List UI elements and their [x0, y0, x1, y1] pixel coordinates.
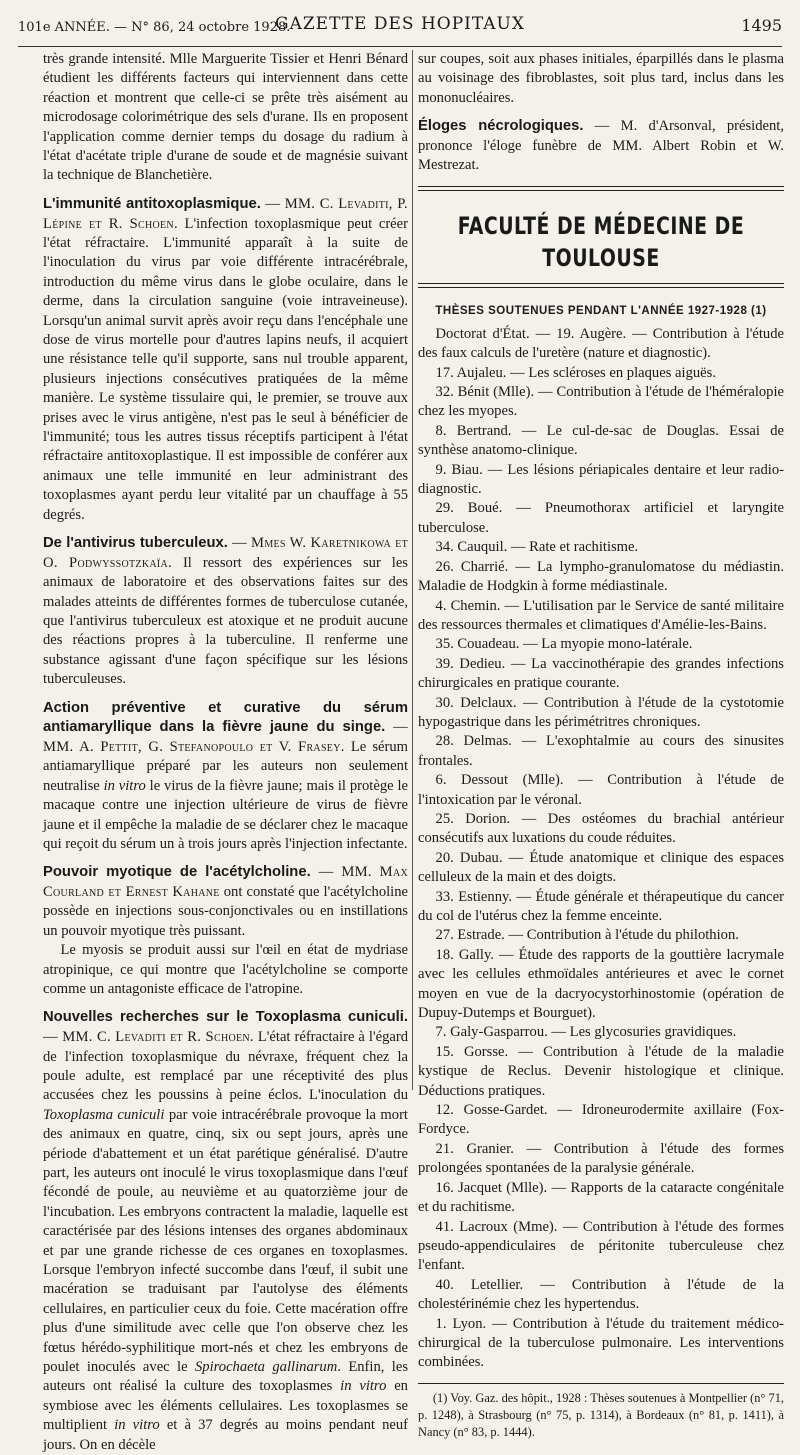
page-number: 1495 — [741, 16, 782, 35]
section-acetylcholine — [43, 863, 408, 941]
section-text: Le sérum antiamaryllique préparé par les auteurs non seulement neutralise — [43, 738, 408, 794]
footnote-rule — [418, 1383, 784, 1384]
faculty-title: FACULTÉ DE MÉDECINE DE TOULOUSE — [457, 211, 745, 272]
section-divider — [418, 186, 784, 191]
section-title: L'immunité antitoxoplasmique. — [43, 195, 261, 212]
thesis-entry: 4. Chemin. — L'utilisation par le Service de santé militaire des ressources thermales et climatiques d'Amélie-les-Bains. — [418, 597, 784, 633]
thesis-entry: 40. Letellier. — Contribution à l'étude de la cholestérinémie chez les hypertendus. — [418, 1276, 784, 1313]
thesis-entry: 16. Jacquet (Mlle). — Rapports de la cataracte congénitale et du rachitisme. — [418, 1179, 784, 1216]
thesis-entry: 18. Gally. — Étude des rapports de la gouttière lacrymale avec les cellules ethmoïdales antérieures et avec le cornet moyen en vue de la dacryocystorhinostomie (opération de Dupuy-Dutemps et Bourguet). — [418, 946, 784, 1022]
section-text: et à 37 degrés au moins pendant neuf jours. On en décèle — [43, 1417, 409, 1453]
thesis-entry: 21. Granier. — Contribution à l'étude des formes prolongées spontanées de la paralysie générale. — [418, 1140, 784, 1177]
section-authors: — MM. Max Courland et Ernest Kahane — [43, 864, 409, 900]
section-antivirus — [43, 534, 408, 690]
section-authors: — MM. C. Levaditi et R. Schoen. — [43, 1029, 254, 1046]
section-authors: — MM. A. Pettit, G. Stefanopoulo et V. Frasey. — [43, 719, 408, 755]
thesis-entry: 28. Delmas. — L'exophtalmie au cours des sinusites frontales. — [418, 733, 784, 769]
section-text: ont constaté que l'acétylcholine possède en injections sous-conjonctivales ou en instillations un pouvoir myotique très puissant. — [43, 883, 408, 939]
section-title: De l'antivirus tuberculeux. — [43, 535, 228, 552]
left-column — [43, 50, 408, 1455]
continuation-paragraph: sur coupes, soit aux phases initiales, éparpillés dans le plasma au voisinage des fibroblastes, soit plus tard, inclus dans les mononucléaires. — [418, 51, 784, 106]
thesis-entry: 35. Couadeau. — La myopie mono-latérale. — [435, 636, 693, 653]
thesis-entry: 8. Bertrand. — Le cul-de-sac de Douglas. Essai de synthèse anatomo-clinique. — [418, 422, 784, 459]
thesis-entry: 15. Gorsse. — Contribution à l'étude de la maladie kystique de Reclus. Devenir histologique et clinique. Déductions pratiques. — [418, 1043, 784, 1099]
thesis-entry: 33. Estienny. — Étude générale et thérapeutique du cancer du col de l'utérus chez la femme enceinte. — [418, 888, 784, 925]
footnote: (1) Voy. Gaz. des hôpit., 1928 : Thèses soutenues à Montpellier (n° 71, p. 1248), à Strasbourg (n° 75, p. 1314), à Bordeaux (n° 81, p. 1411), à Nancy (n° 83, p. 1444). — [418, 1390, 784, 1440]
thesis-entry: 17. Aujaleu. — Les scléroses en plaques aiguës. — [435, 364, 716, 381]
header-rule — [18, 46, 782, 47]
section-authors: — Mmes W. Karetnikowa et O. Podwyssotzkaïa. — [43, 535, 408, 571]
section-serum — [43, 699, 408, 855]
section-text: Il ressort des expériences sur les animaux de laboratoire et des observations faites sur des malades atteints de différentes formes de tuberculose cutanée, que l'antivirus tuberculeux est atoxique et ne produit aucune des réactions propres à la tuberculine. Il renferme une substance agissant d'une façon spécifique sur les lésions tuberculeuses. — [43, 554, 408, 688]
thesis-entry: 32. Bénit (Mlle). — Contribution à l'étude de l'héméralopie chez les myopes. — [418, 384, 784, 420]
faculty-rule — [418, 283, 784, 288]
section-eloges — [418, 117, 784, 175]
section-italic: in vitro — [103, 777, 146, 794]
section-italic: Toxoplasma cuniculi — [43, 1106, 165, 1123]
thesis-entry: 25. Dorion. — Des ostéomes du brachial antérieur consécutifs aux luxations du coude réduites. — [418, 810, 784, 847]
column-divider — [412, 50, 413, 1090]
section-italic: in vitro — [114, 1417, 160, 1434]
section-authors: — MM. C. Levaditi, P. Lépine et R. Schoen. — [43, 195, 408, 232]
thesis-entry: 29. Boué. — Pneumothorax artificiel et laryngite tuberculose. — [418, 500, 784, 536]
section-title: Éloges nécrologiques. — [418, 118, 584, 135]
thesis-entry: Doctorat d'État. — 19. Augère. — Contribution à l'étude des faux calculs de l'uretère (nature et diagnostic). — [418, 325, 784, 362]
section-text: en symbiose avec les éléments cellulaires. Les toxoplasmes se multiplient — [43, 1378, 408, 1434]
thesis-entry: 34. Cauquil. — Rate et rachitisme. — [435, 539, 639, 556]
thesis-entry: 20. Dubau. — Étude anatomique et clinique des espaces celluleux de la main et des doigts. — [418, 849, 784, 886]
thesis-entry: 7. Galy-Gasparrou. — Les glycosuries gravidiques. — [435, 1024, 737, 1041]
thesis-entry: 39. Dedieu. — La vaccinothérapie des grandes infections chirurgicales en pratique courante. — [418, 655, 784, 692]
thesis-entry: 12. Gosse-Gardet. — Idroneurodermite axillaire (Fox-Fordyce. — [418, 1102, 784, 1138]
section-text: — M. d'Arsonval, président, prononce l'éloge funèbre de MM. Albert Robin et W. Mestrezat. — [418, 118, 785, 174]
section-immunite — [43, 195, 408, 525]
section-text: par voie intracérébrale provoque la mort des animaux en quatre, cinq, six ou sept jours, après une période d'abattement et un état parétique généralisé. D'autre part, les auteurs ont inoculé le virus toxoplasmique dans l'œuf fécondé de poule, au neuvième et au quatorzième jour de l'incubation. Les embryons contractent la maladie, laquelle est caractérisée par des lésions intenses des organes abdominaux et par une grande richesse de ces organes en toxoplasmes. Lorsque l'embryon infecté succombe dans l'œuf, il subit une macération se traduisant par l'autolyse des éléments cellulaires, en particulier ceux du foie. Cette macération offre plus d'une similitude avec celle que l'on observe chez les fœtus hérédo-syphilitique mort-nés et chez les embryons de poulet inoculés avec le — [43, 1106, 408, 1375]
thesis-entry: 27. Estrade. — Contribution à l'étude du philothion. — [435, 927, 739, 944]
theses-heading: THÈSES SOUTENUES PENDANT L'ANNÉE 1927-1928 (1) — [435, 304, 767, 317]
page-header — [18, 8, 782, 48]
right-column — [418, 50, 784, 1442]
section-text: L'état réfractaire à l'égard de l'infection toxoplasmique du névraxe, fréquent chez la poule adulte, est remplacé par une réceptivité des plus accusées chez les poussins à peine éclos. L'inoculation du — [43, 1029, 408, 1104]
issue-info: 101e ANNÉE. — N° 86, 24 octobre 1928. — [18, 20, 291, 35]
section-italic: Spirochaeta gallinarum — [195, 1359, 338, 1375]
section-italic: in vitro — [340, 1378, 387, 1395]
section-title: Action préventive et curative du sérum antiamaryllique dans la fièvre jaune du singe. — [43, 699, 408, 736]
section-text: . Enfin, les auteurs ont réalisé la culture des toxoplasmes — [43, 1359, 409, 1395]
thesis-entry: 6. Dessout (Mlle). — Contribution à l'étude de l'intoxication par le véronal. — [418, 772, 784, 808]
intro-paragraph: très grande intensité. Mlle Marguerite Tissier et Henri Bénard étudient les différents facteurs qui interviennent dans cette réaction et montrent que celle-ci se prête très aisément au microdosage colorimétrique des sels d'urane. Ils en proposent l'application comme dernier temps du dosage du radium à l'état d'acétate triple d'urane de soude et de magnésie suivant la technique de Blanchetière. — [43, 51, 408, 184]
theses-list — [418, 364, 784, 1373]
section-title: Nouvelles recherches sur le Toxoplasma cuniculi. — [43, 1009, 408, 1026]
section-text: le virus de la fièvre jaune; mais il protège le macaque contre une injection ultérieure de virus de fièvre jaune et il empêche la maladie de se déclarer chez le macaque qui reçoit du sérum un à trois jours après l'injection infectante. — [43, 777, 408, 852]
thesis-entry: 26. Charrié. — La lympho-granulomatose du médiastin. Maladie de Hodgkin à forme médiastinale. — [418, 558, 784, 595]
thesis-entry: 41. Lacroux (Mme). — Contribution à l'étude des formes pseudo-appendiculaires de péritonite tuberculeuse chez l'enfant. — [418, 1218, 784, 1274]
journal-title: GAZETTE DES HOPITAUX — [274, 14, 525, 34]
section-toxoplasma — [43, 1008, 408, 1455]
section-paragraph: Le myosis se produit aussi sur l'œil en état de mydriase atropinique, ce qui montre que l'acétylcholine se comporte comme un antagoniste efficace de l'atropine. — [43, 942, 408, 998]
thesis-entry: 1. Lyon. — Contribution à l'étude du traitement médico-chirurgical de la tuberculose pulmonaire. Les interventions combinées. — [418, 1315, 784, 1371]
thesis-entry: 9. Biau. — Les lésions périapicales dentaire et leur radio-diagnostic. — [418, 461, 784, 498]
section-text: L'infection toxoplasmique peut créer l'état réfractaire. L'immunité apparaît à la suite de l'inoculation du virus par voie différente intracérébrale, introduction du même virus dans le globe oculaire, dans le derme, dans la circulation sanguine (voie intraveineuse). Lorsqu'un animal survit après avoir reçu dans l'encéphale une dose de virus mortelle pour d'autres lapins neufs, il acquiert une résistance telle qu'il supporte, sans nul trouble apparent, plusieurs injections consécutives pratiquées de la même manière. Le système tissulaire qui, le premier, se trouve aux prises avec le virus antigène, n'est pas le seul à bénéficier de l'immunité; tous les autres tissus réceptifs participent à l'état réfractaire antitoxoplastique. Il est impossible de conférer aux animaux une telle immunité en leur administrant des toxoplasmes ayant perdu leur vitalité par un chauffage à 55 degrés. — [43, 215, 408, 523]
section-title: Pouvoir myotique de l'acétylcholine. — [43, 864, 311, 881]
thesis-entry: 30. Delclaux. — Contribution à l'étude de la cystotomie hypogastrique dans les périmétritres chroniques. — [418, 694, 784, 730]
